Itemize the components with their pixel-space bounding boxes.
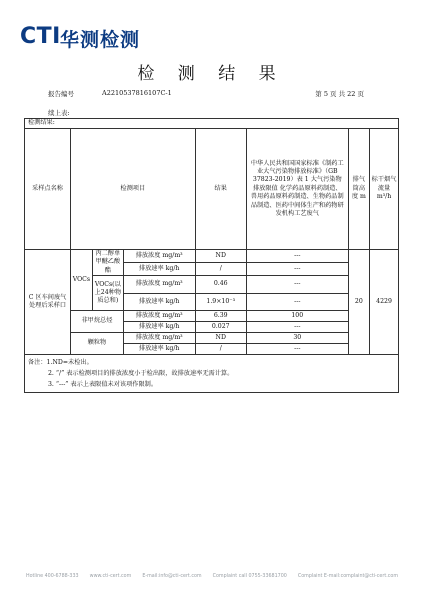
item-name: VOCs(以上24种物质总和) (92, 276, 123, 311)
brand-logo-text: CTI (20, 24, 61, 49)
param: 排放速率 kg/h (123, 322, 195, 333)
results-table (24, 118, 399, 393)
footer-hotline: Hotline 400-6788-333 (26, 574, 79, 579)
header-result: 结果 (195, 129, 246, 250)
flow-value: 4229 (370, 250, 399, 355)
item-name: 非甲烷总烃 (71, 311, 124, 333)
header-flow: 标干烟气流量 m³/h (370, 129, 399, 250)
header-sample-point: 采样点名称 (25, 129, 71, 250)
footer-web: www.cti-cert.com (89, 574, 132, 579)
stack-height-value: 20 (348, 250, 369, 355)
vocs-group: VOCs (71, 250, 93, 311)
param: 排放速率 kg/h (123, 344, 195, 355)
continued-label: 续上表: (48, 109, 70, 117)
limit-value: --- (246, 250, 348, 263)
result-value: 1.9×10⁻³ (195, 294, 246, 311)
section-title: 检测结果: (25, 119, 399, 129)
result-value: / (195, 344, 246, 355)
result-value: ND (195, 333, 246, 344)
header-standard: 中华人民共和国国家标准《制药工业大气污染物排放标准》（GB 37823-2019）表 1 大气污染物排放限值 化学药品原料药制造、兽用药品原料药制造、生物药品制品制造、医药中间体生产和药物研发机构工艺废气 (246, 129, 348, 250)
param: 排放浓度 mg/m³ (123, 333, 195, 344)
result-value: 0.46 (195, 276, 246, 294)
limit-value: --- (246, 322, 348, 333)
notes (25, 355, 399, 393)
note-line: 3. “---” 表示上表限值未对该项作限制。 (48, 380, 158, 388)
param: 排放浓度 mg/m³ (123, 311, 195, 322)
page-info: 第 5 页 共 22 页 (315, 90, 364, 98)
note-line: 备注：1.ND=未检出。 (28, 359, 93, 367)
note-line: 2. “/” 表示检测项目的排放浓度小于检出限，故排放速率无需计算。 (48, 369, 234, 377)
param: 排放浓度 mg/m³ (123, 250, 195, 263)
result-value: 6.39 (195, 311, 246, 322)
limit-value: --- (246, 344, 348, 355)
brand-logo (20, 24, 61, 49)
footer-complaint-call: Complaint call 0755-33681700 (212, 574, 287, 579)
result-value: ND (195, 250, 246, 263)
footer-complaint-email: Complaint E-mail:complaint@cti-cert.com (297, 574, 398, 579)
report-no-label: 报告编号 (48, 90, 74, 98)
limit-value: --- (246, 294, 348, 311)
item-name: 颗粒物 (71, 333, 124, 355)
report-no: A2210537816107C-1 (102, 89, 172, 97)
limit-value: 30 (246, 333, 348, 344)
param: 排放速率 kg/h (123, 263, 195, 276)
param: 排放浓度 mg/m³ (123, 276, 195, 294)
brand-name: 华测检测 (60, 29, 141, 51)
page-title: 检 测 结 果 (137, 64, 285, 84)
header-stack-height: 排气筒高度 m (348, 129, 369, 250)
footer (26, 574, 398, 579)
result-value: / (195, 263, 246, 276)
result-value: 0.027 (195, 322, 246, 333)
limit-value: 100 (246, 311, 348, 322)
param: 排放速率 kg/h (123, 294, 195, 311)
limit-value: --- (246, 276, 348, 294)
limit-value: --- (246, 263, 348, 276)
item-name: 丙二醇单甲醚乙酸酯 (92, 250, 123, 276)
header-item: 检测项目 (71, 129, 196, 250)
footer-email: E-mail:info@cti-cert.com (142, 574, 202, 579)
sample-point: C 区车间废气处理后采样口 (25, 250, 71, 355)
